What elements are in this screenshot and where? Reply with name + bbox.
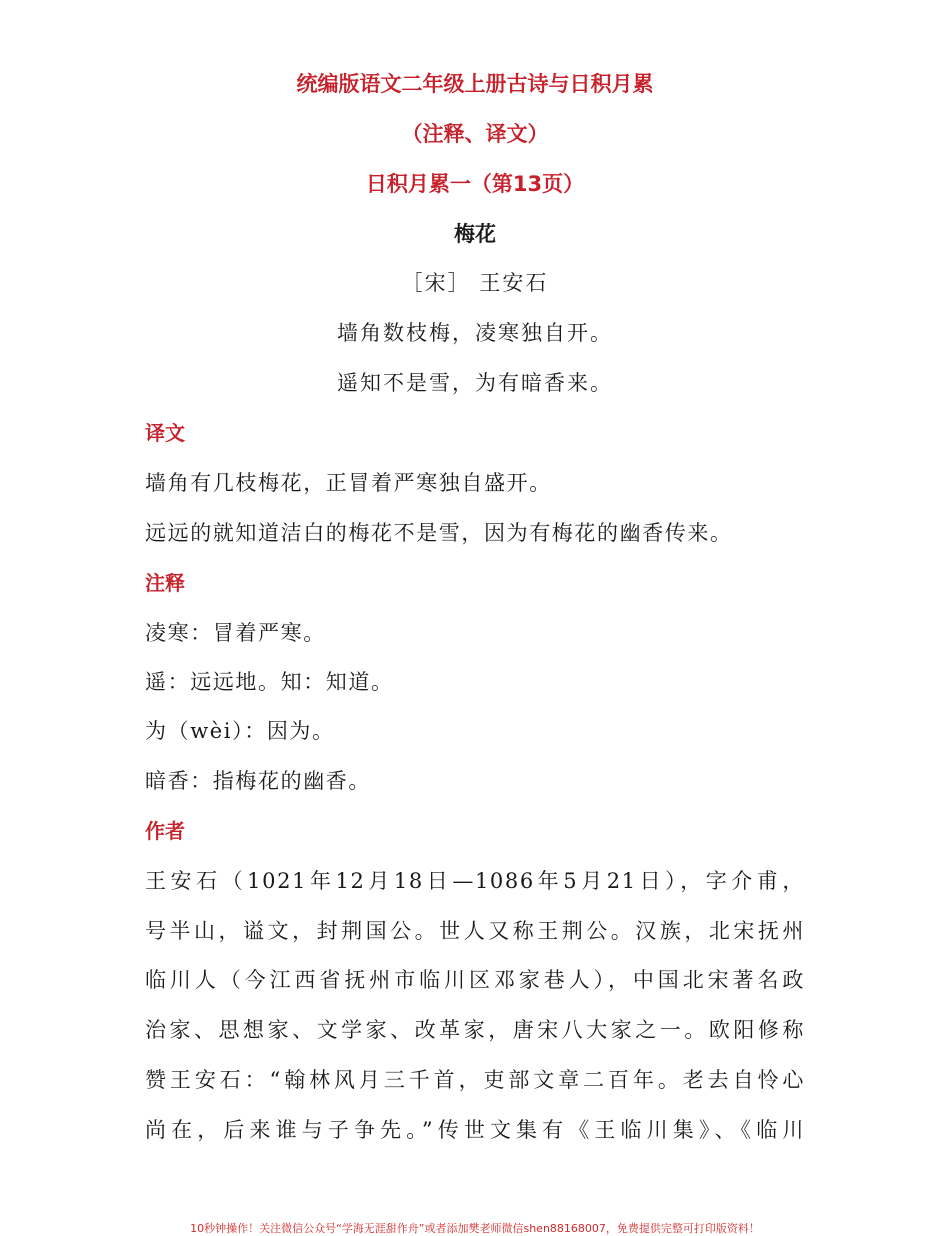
note-line: 遥：远远地。知：知道。 bbox=[145, 670, 394, 694]
poem-line: 墙角数枝梅，凌寒独自开。 bbox=[337, 321, 613, 345]
section-title: 日积月累一（第13页） bbox=[365, 172, 585, 196]
note-line: 为（wèi）：因为。 bbox=[145, 719, 335, 743]
poem-author: ［宋］ 王安石 bbox=[401, 271, 549, 295]
translation-line: 远远的就知道洁白的梅花不是雪，因为有梅花的幽香传来。 bbox=[145, 521, 733, 545]
document-title: 统编版语文二年级上册古诗与日积月累 bbox=[296, 72, 654, 96]
author-line: 临川人（今江西省抚州市临川区邓家巷人），中国北宋著名政 bbox=[145, 968, 805, 992]
author-heading: 作者 bbox=[145, 819, 185, 843]
document-subtitle: （注释、译文） bbox=[401, 122, 549, 146]
poem-title: 梅花 bbox=[454, 222, 496, 246]
author-line: 治家、思想家、文学家、改革家，唐宋八大家之一。欧阳修称 bbox=[145, 1018, 805, 1042]
translation-heading: 译文 bbox=[145, 421, 185, 445]
translation-line: 墙角有几枝梅花，正冒着严寒独自盛开。 bbox=[145, 471, 552, 495]
footer-promo: 10秒钟操作！关注微信公众号“学海无涯甜作舟”或者添加樊老师微信shen88168007，免费提供完整可打印版资料！ bbox=[190, 1222, 760, 1235]
author-line: 赞王安石：“翰林风月三千首，吏部文章二百年。老去自怜心 bbox=[145, 1068, 805, 1092]
poem-line: 遥知不是雪，为有暗香来。 bbox=[337, 371, 613, 395]
author-line: 号半山，谥文，封荆国公。世人又称王荆公。汉族，北宋抚州 bbox=[145, 919, 805, 943]
note-line: 暗香：指梅花的幽香。 bbox=[145, 769, 371, 793]
author-line: 尚在，后来谁与子争先。”传世文集有《王临川集》、《临川 bbox=[145, 1118, 805, 1142]
note-line: 凌寒：冒着严寒。 bbox=[145, 621, 326, 645]
notes-heading: 注释 bbox=[145, 571, 185, 595]
author-line: 王安石（1021年12月18日—1086年5月21日），字介甫， bbox=[145, 869, 805, 893]
